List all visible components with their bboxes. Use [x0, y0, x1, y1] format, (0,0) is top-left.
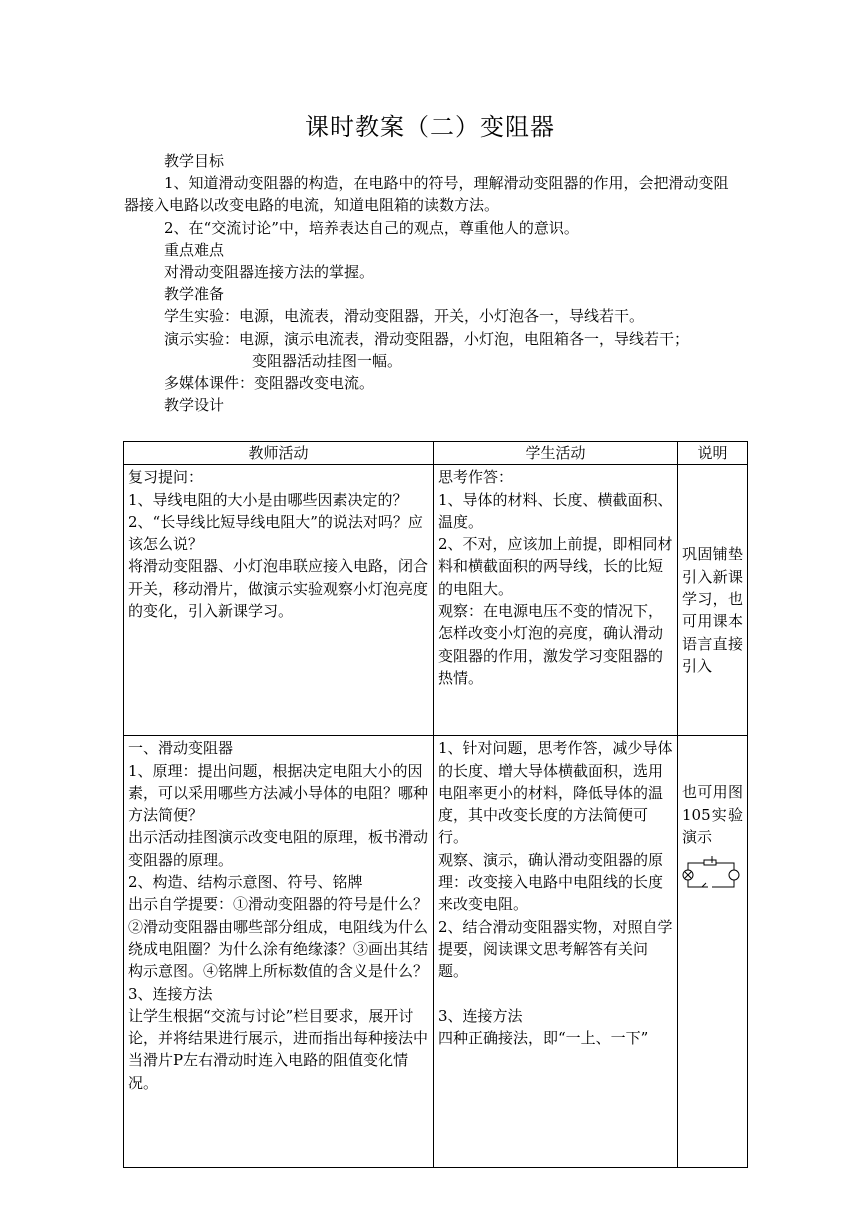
goal-2: 2、在“交流讨论”中，培养表达自己的观点，尊重他人的意识。 [164, 218, 579, 237]
teacher-line: 出示自学提要：①滑动变阻器的符号是什么？②滑动变阻器由哪些部分组成，电阻线为什么绕成电阻圈？为什么涂有绝缘漆？③画出其结构示意图。④铭牌上所标数值的含义是什么？ [128, 895, 429, 981]
teacher-line: 一、滑动变阻器 [128, 739, 234, 758]
header-teacher: 教师活动 [124, 442, 434, 465]
teacher-line: 复习提问： [128, 468, 204, 487]
student-line: 观察、演示，确认滑动变阻器的原理：改变接入电路中电阻线的长度来改变电阻。 [438, 850, 664, 914]
student-line: 2、不对，应该加上前提，即相同材料和横截面积的两导线，长的比短的电阻大。 [438, 535, 673, 598]
student-line: 2、结合滑动变阻器实物，对照自学提要，阅读课文思考解答有关问题。 [438, 917, 673, 981]
note-text: 也可用图105实验演示 [682, 783, 743, 846]
table-row [124, 465, 748, 736]
note-cell [678, 465, 748, 736]
student-line: 3、连接方法 [438, 1006, 523, 1025]
student-line: 观察：在电源电压不变的情况下，怎样改变小灯泡的亮度，确认滑动变阻器的作用，激发学习变阻器的热情。 [438, 602, 664, 687]
teacher-line: 1、导线电阻的大小是由哪些因素决定的？ [128, 490, 408, 509]
teacher-line: 2、“长导线比短导线电阻大”的说法对吗？应该怎么说？ [128, 512, 423, 554]
key-heading: 重点难点 [164, 240, 225, 259]
goals-heading: 教学目标 [164, 152, 225, 170]
prep-media: 多媒体课件：变阻器改变电流。 [164, 374, 375, 393]
table-header-row [124, 442, 748, 465]
design-heading: 教学设计 [164, 396, 225, 415]
teacher-line: 将滑动变阻器、小灯泡串联应接入电路，闭合开关，移动滑片，做演示实验观察小灯泡亮度的变化，引入新课学习。 [128, 557, 429, 621]
table-row [124, 736, 748, 1168]
student-activity-cell [434, 465, 678, 736]
student-line: 四种正确接法，即“一上、一下” [438, 1028, 649, 1047]
intro-section [124, 150, 740, 416]
teacher-line: 出示活动挂图演示改变电阻的原理，板书滑动变阻器的原理。 [128, 828, 429, 869]
teacher-activity-cell [124, 465, 434, 736]
prep-student: 学生实验：电源，电流表，滑动变阻器，开关，小灯泡各一，导线若干。 [164, 307, 645, 326]
prep-heading: 教学准备 [164, 285, 225, 304]
note-text: 巩固铺垫引入新课学习，也可用课本语言直接引入 [682, 545, 743, 675]
teacher-line: 让学生根据“交流与讨论”栏目要求，展开讨论，并将结果进行展示，进而指出每种接法中当滑片P左右滑动时连入电路的阻值变化情况。 [128, 1006, 429, 1092]
header-student: 学生活动 [434, 442, 678, 465]
student-line: 1、针对问题，思考作答，减少导体的长度、增大导体横截面积，选用电阻率更小的材料，降低导体的温度，其中改变长度的方法简便可行。 [438, 739, 673, 847]
teacher-line: 2、构造、结构示意图、符号、铭牌 [128, 873, 363, 892]
student-activity-cell [434, 736, 678, 1168]
prep-demo-2: 变阻器活动挂图一幅。 [252, 351, 403, 370]
prep-demo: 演示实验：电源，演示电流表，滑动变阻器，小灯泡，电阻箱各一，导线若干； [164, 329, 690, 348]
note-cell [678, 736, 748, 1168]
key-text: 对滑动变阻器连接方法的掌握。 [164, 263, 375, 282]
circuit-diagram-icon [682, 854, 740, 894]
teacher-line: 3、连接方法 [128, 984, 213, 1003]
lesson-design-table [123, 441, 748, 1168]
header-note: 说明 [678, 442, 748, 465]
student-line: 1、导体的材料、长度、横截面积、温度。 [438, 490, 673, 531]
student-line: 思考作答： [438, 468, 514, 487]
goal-1: 1、知道滑动变阻器的构造，在电路中的符号，理解滑动变阻器的作用，会把滑动变阻器接入电路以改变电路的电流，知道电阻箱的读数方法。 [124, 174, 729, 215]
teacher-activity-cell [124, 736, 434, 1168]
student-line [438, 983, 673, 1005]
page-title: 课时教案（二）变阻器 [305, 113, 555, 141]
teacher-line: 1、原理：提出问题，根据决定电阻大小的因素，可以采用哪些方法减小导体的电阻？哪种方法简便？ [128, 761, 429, 825]
